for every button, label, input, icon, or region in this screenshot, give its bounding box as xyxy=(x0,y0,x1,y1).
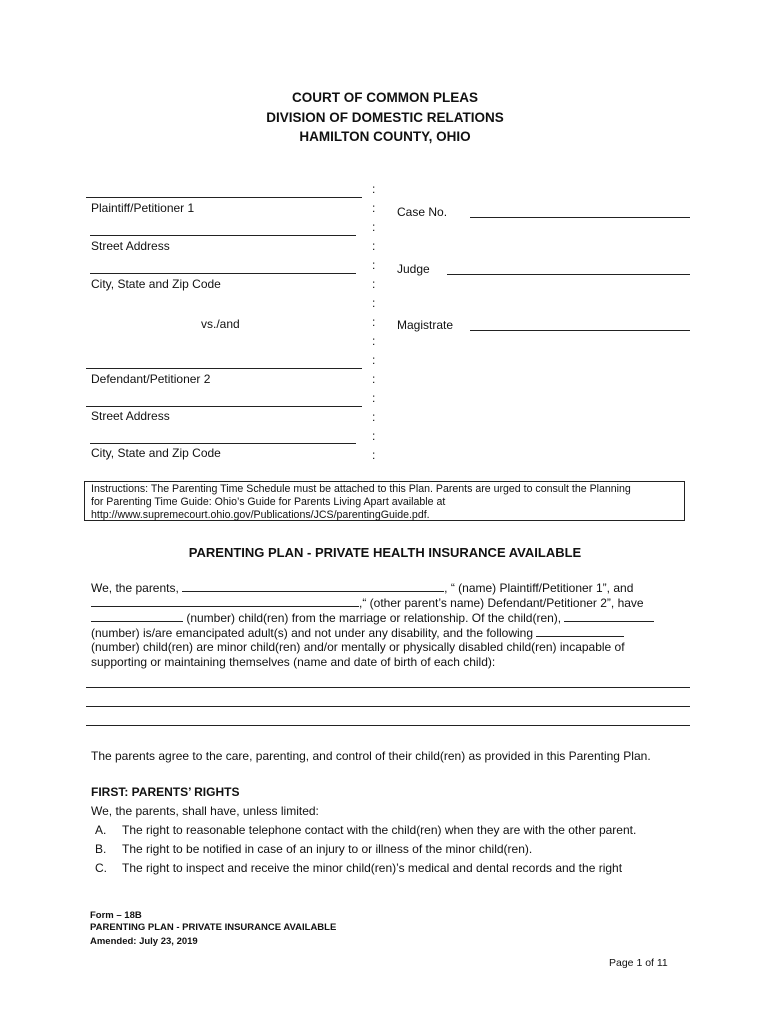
plan-title: PARENTING PLAN - PRIVATE HEALTH INSURANCE AVAILABLE xyxy=(188,545,582,560)
case-no-label: Case No. xyxy=(397,205,448,219)
parents-text: We, the parents, xyxy=(91,581,183,595)
judge-label: Judge xyxy=(397,262,430,276)
section-intro: We, the parents, shall have, unless limited: xyxy=(91,804,319,818)
rights-item xyxy=(95,842,106,856)
defendant-city-line[interactable] xyxy=(90,443,356,444)
instructions-box xyxy=(84,481,685,521)
rights-item xyxy=(95,861,107,875)
parents-text: ,“ (other parent’s name) Defendant/Petitioner 2”, have xyxy=(359,596,644,610)
child-info-line[interactable] xyxy=(86,725,690,726)
caption-colon: : xyxy=(372,277,376,291)
emancipated-number-blank[interactable] xyxy=(564,610,654,622)
magistrate-line[interactable] xyxy=(470,330,690,331)
plaintiff-street-label: Street Address xyxy=(91,239,170,253)
caption-colon: : xyxy=(372,182,376,196)
child-info-line[interactable] xyxy=(86,687,690,688)
parents-text: , “ (name) Plaintiff/Petitioner 1”, and xyxy=(444,581,634,595)
parents-line-2 xyxy=(91,595,644,610)
section-heading: FIRST: PARENTS’ RIGHTS xyxy=(91,785,240,799)
parents-line-3 xyxy=(91,610,654,625)
plaintiff-city-label: City, State and Zip Code xyxy=(91,277,221,291)
defendant-name-line[interactable] xyxy=(86,368,362,369)
plaintiff-name-line[interactable] xyxy=(86,197,362,198)
caption-colon: : xyxy=(372,353,376,367)
rights-item xyxy=(95,823,106,837)
parent1-name-blank[interactable] xyxy=(182,580,444,592)
caption-colon: : xyxy=(372,258,376,272)
magistrate-label: Magistrate xyxy=(397,318,454,332)
child-info-line[interactable] xyxy=(86,706,690,707)
defendant-city-label: City, State and Zip Code xyxy=(91,446,221,460)
case-no-line[interactable] xyxy=(470,217,690,218)
caption-colon: : xyxy=(372,448,376,462)
caption-colon: : xyxy=(372,429,376,443)
vs-label: vs./and xyxy=(201,317,240,331)
parent2-name-blank[interactable] xyxy=(91,595,359,607)
minor-number-blank[interactable] xyxy=(536,625,624,637)
parents-line-1 xyxy=(91,580,633,595)
page-number: Page 1 of 11 xyxy=(609,957,668,969)
defendant-street-line[interactable] xyxy=(86,406,362,407)
rights-letter: A. xyxy=(95,823,107,837)
caption-colon: : xyxy=(372,296,376,310)
instructions-link[interactable]: http://www.supremecourt.ohio.gov/Publications/JCS/parentingGuide.pdf. xyxy=(91,509,430,521)
caption-colon: : xyxy=(372,410,376,424)
parents-line-5: (number) child(ren) are minor child(ren) and/or mentally or physically disabled child(ren) incapable of xyxy=(91,640,625,654)
rights-letter: C. xyxy=(95,861,107,875)
caption-colon: : xyxy=(372,391,376,405)
footer-form-name: PARENTING PLAN - PRIVATE INSURANCE AVAILABLE xyxy=(90,922,337,933)
caption-colon: : xyxy=(372,334,376,348)
caption-colon: : xyxy=(372,315,376,329)
instructions-line: Instructions: The Parenting Time Schedule must be attached to this Plan. Parents are urged to consult the Planning xyxy=(91,483,631,495)
parents-text: (number) is/are emancipated adult(s) and not under any disability, and the following xyxy=(91,626,537,640)
defendant-street-label: Street Address xyxy=(91,409,170,423)
parents-line-4 xyxy=(91,625,624,640)
rights-text: The right to inspect and receive the minor child(ren)’s medical and dental records and the right xyxy=(122,861,623,875)
caption-colon: : xyxy=(372,372,376,386)
court-name: COURT OF COMMON PLEAS xyxy=(292,90,478,105)
plaintiff-label: Plaintiff/Petitioner 1 xyxy=(91,201,195,215)
rights-text: The right to reasonable telephone contact with the child(ren) when they are with the other parent. xyxy=(122,823,637,837)
rights-letter: B. xyxy=(95,842,107,856)
agreement-text: The parents agree to the care, parenting, and control of their child(ren) as provided in this Parenting Plan. xyxy=(91,749,651,763)
footer-amended: Amended: July 23, 2019 xyxy=(90,936,198,947)
defendant-label: Defendant/Petitioner 2 xyxy=(91,372,211,386)
judge-line[interactable] xyxy=(447,274,690,275)
parents-line-6: supporting or maintaining themselves (name and date of birth of each child): xyxy=(91,655,496,669)
plaintiff-city-line[interactable] xyxy=(90,273,356,274)
footer-form-number: Form – 18B xyxy=(90,910,142,921)
rights-text: The right to be notified in case of an injury to or illness of the minor child(ren). xyxy=(122,842,533,856)
caption-colon: : xyxy=(372,220,376,234)
caption-colon: : xyxy=(372,239,376,253)
instructions-line: for Parenting Time Guide: Ohio’s Guide for Parents Living Apart available at xyxy=(91,496,446,508)
court-county: HAMILTON COUNTY, OHIO xyxy=(299,129,471,144)
plaintiff-street-line[interactable] xyxy=(90,235,356,236)
court-division: DIVISION OF DOMESTIC RELATIONS xyxy=(266,110,504,125)
parents-text: (number) child(ren) from the marriage or relationship. Of the child(ren), xyxy=(183,611,565,625)
children-number-blank[interactable] xyxy=(91,610,183,622)
caption-colon: : xyxy=(372,201,376,215)
